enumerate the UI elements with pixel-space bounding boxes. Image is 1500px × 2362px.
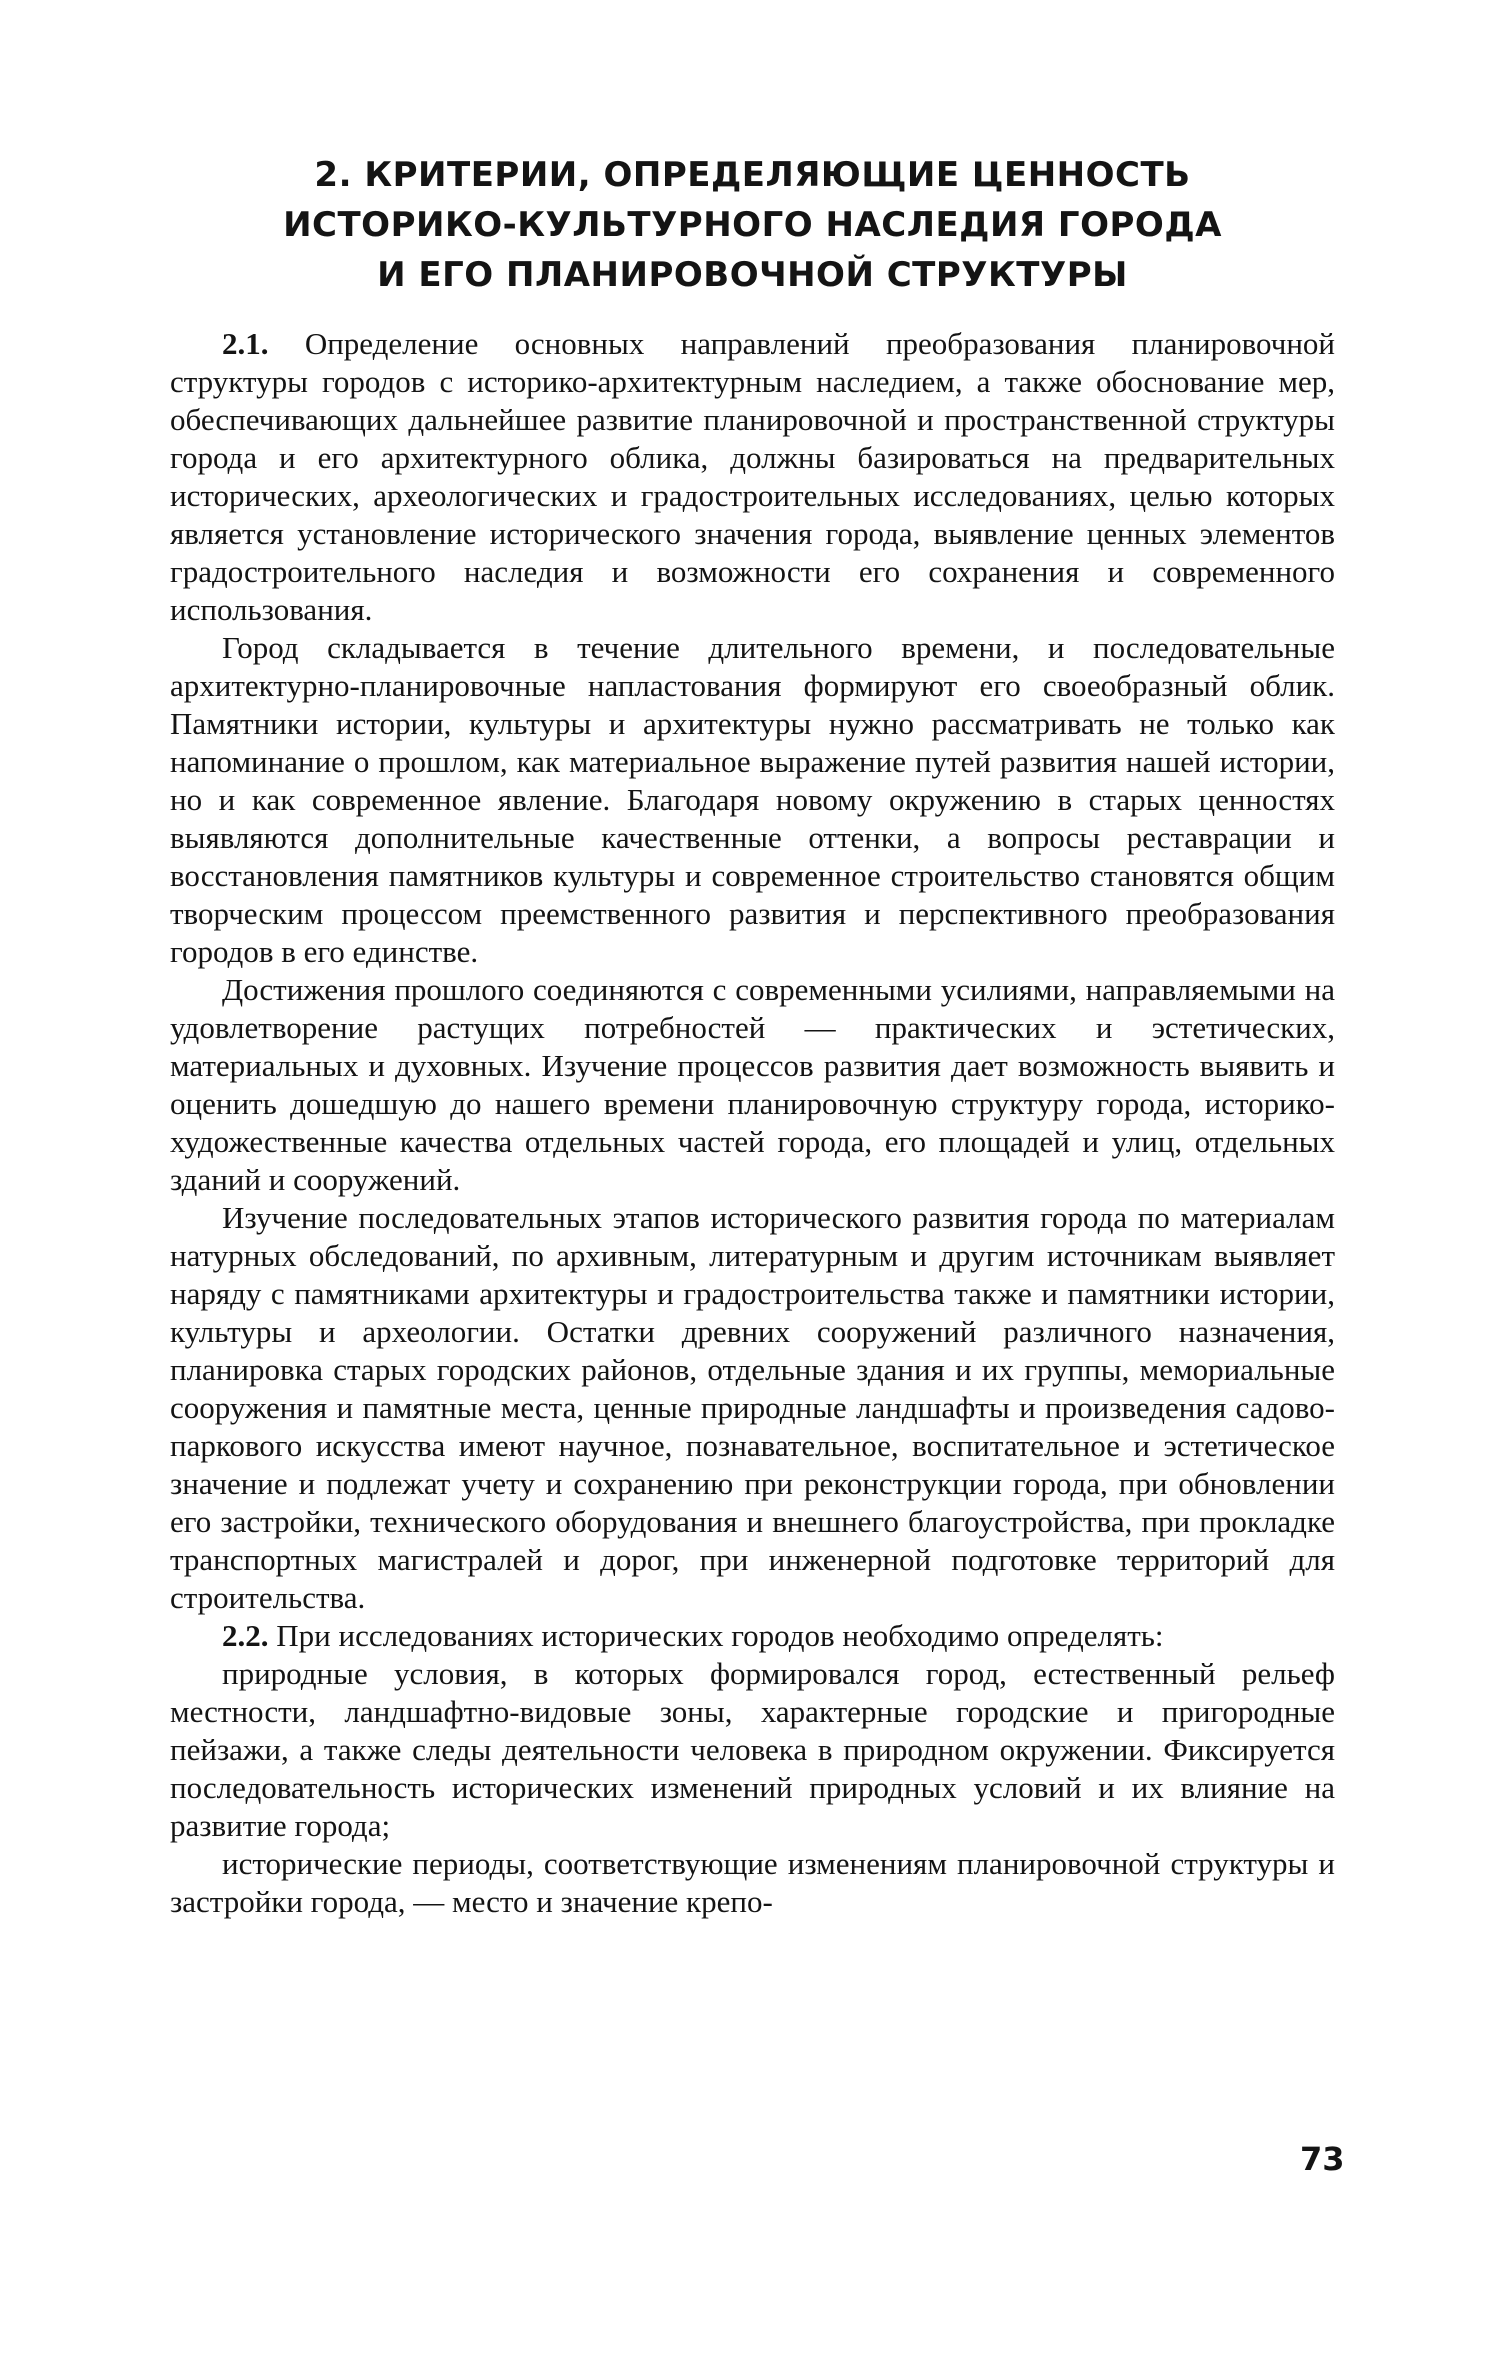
heading-line-1: 2. КРИТЕРИИ, ОПРЕДЕЛЯЮЩИЕ ЦЕННОСТЬ: [314, 155, 1191, 195]
heading-line-3: И ЕГО ПЛАНИРОВОЧНОЙ СТРУКТУРЫ: [377, 255, 1128, 295]
list-item: природные условия, в которых формировался город, естественный рельеф местности, ландшафтно-видовые зоны, характерные городские и пригородные пейзажи, а также следы деятельности человека в природном окружении. Фиксируется последовательность исторических изменений природных условий и их влияние на развитие города;: [170, 1656, 1335, 1843]
paragraph: Город складывается в течение длительного времени, и последовательные архитектурно-планировочные напластования формируют его своеобразный облик. Памятники истории, культуры и архитектуры нужно рассматривать не только как напоминание о прошлом, как материальное выражение путей развития нашей истории, но и как современное явление. Благодаря новому окружению в старых ценностях выявляются дополнительные качественные оттенки, а вопросы реставрации и восстановления памятников культуры и современное строительство становятся общим творческим процессом преемственного развития и перспективного преобразования городов в его единстве.: [170, 630, 1335, 969]
paragraph-2-2: [170, 1617, 1335, 1655]
paragraph: Изучение последовательных этапов исторического развития города по материалам натурных обследований, по архивным, литературным и другим источникам выявляет наряду с памятниками архитектуры и градостроительства также и памятники истории, культуры и археологии. Остатки древних сооружений различного назначения, планировка старых городских районов, отдельные здания и их группы, мемориальные сооружения и памятные места, ценные природные ландшафты и произведения садово-паркового искусства имеют научное, познавательное, воспитательное и эстетическое значение и подлежат учету и сохранению при реконструкции города, при обновлении его застройки, технического оборудования и внешнего благоустройства, при прокладке транспортных магистралей и дорог, при инженерной подготовке территорий для строительства.: [170, 1200, 1335, 1615]
paragraph-2-1: [170, 325, 1335, 629]
clause-number: 2.1.: [222, 326, 269, 361]
paragraph-text: При исследованиях исторических городов необходимо определять:: [276, 1618, 1164, 1653]
section-heading: [170, 150, 1335, 300]
clause-number: 2.2.: [222, 1618, 269, 1653]
paragraph: Достижения прошлого соединяются с современными усилиями, направляемыми на удовлетворение растущих потребностей — практических и эстетических, материальных и духовных. Изучение процессов развития дает возможность выявить и оценить дошедшую до нашего времени планировочную структуру города, историко-художественные качества отдельных частей города, его площадей и улиц, отдельных зданий и сооружений.: [170, 972, 1335, 1197]
body-text: [170, 325, 1335, 1921]
list-item: исторические периоды, соответствующие изменениям планировочной структуры и застройки города, — место и значение крепо-: [170, 1846, 1335, 1919]
page-content: [170, 150, 1335, 1921]
page-number: 73: [1300, 2140, 1345, 2178]
paragraph-text: Определение основных направлений преобразования планировочной структуры городов с историко-архитектурным наследием, а также обоснование мер, обеспечивающих дальнейшее развитие планировочной и пространственной структуры города и его архитектурного облика, должны базироваться на предварительных исторических, археологических и градостроительных исследованиях, целью которых является установление исторического значения города, выявление ценных элементов градостроительного наследия и возможности его сохранения и современного использования.: [170, 326, 1336, 627]
heading-line-2: ИСТОРИКО-КУЛЬТУРНОГО НАСЛЕДИЯ ГОРОДА: [283, 205, 1222, 245]
